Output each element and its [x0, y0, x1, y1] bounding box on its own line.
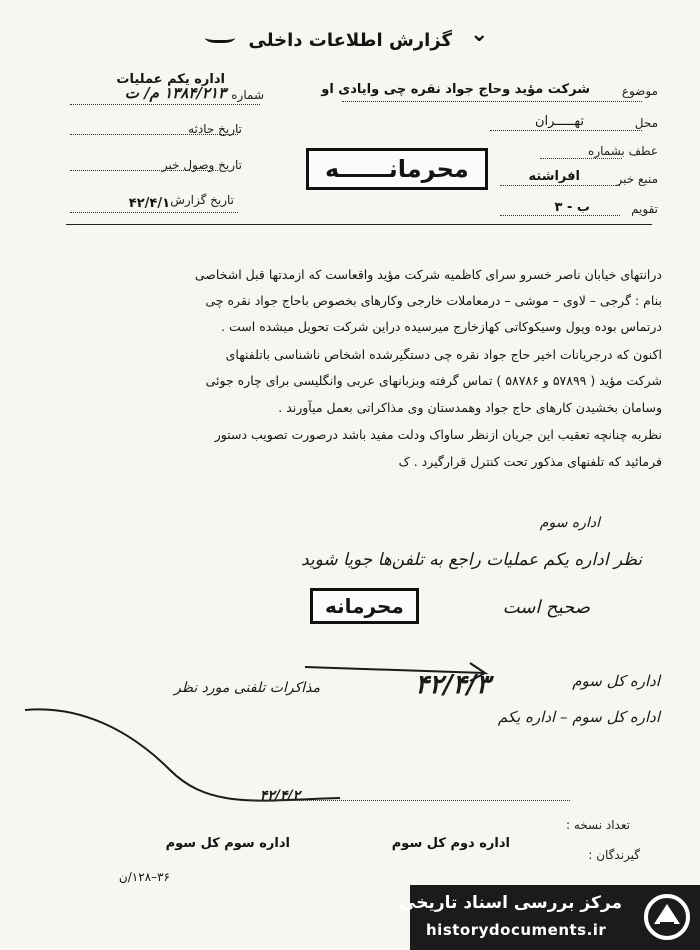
archive-code: ۳۶–۱۲۸/ن	[118, 870, 170, 884]
body-line-6: وسامان بخشیدن کارهای حاج جواد وهمدستان وی مذاکراتی بعمل میآورند .	[278, 400, 662, 415]
source-dotline	[500, 185, 620, 186]
header-divider	[66, 224, 652, 225]
report-date-dotline	[70, 212, 238, 213]
date-note-1: ۴۲/۴/۳	[415, 670, 490, 700]
subject-value: شرکت مؤید وحاج جواد نقره چی وایادی او	[321, 82, 590, 97]
report-date-label: تاریخ گزارش	[170, 193, 234, 207]
left-note: مذاکرات تلفنی مورد نظر	[174, 680, 320, 696]
recipients-label: گیرندگان :	[588, 848, 640, 862]
header-flourish-left	[205, 30, 235, 43]
department-label: اداره یکم عملیات	[116, 72, 225, 87]
archive-logo-icon	[642, 892, 692, 942]
handwritten-line-1: نظر اداره یکم عملیات راجع به تلفن‌ها جویا شوید	[300, 550, 642, 570]
body-line-7: نظربه چنانچه تعقیب این جریان ازنظر ساواک ودلت مفید باشد درصورت تصویب دستور	[214, 427, 662, 442]
incident-date-dotline	[70, 134, 238, 135]
receipt-date-label: تاریخ وصول خبر	[161, 158, 242, 172]
right-note-2: اداره کل سوم – اداره یکم	[497, 708, 660, 726]
body-line-1: درانتهای خیابان ناصر خسرو سرای کاظمیه شرکت مؤید واقعاست که ازمدتها قبل اشخاصی	[194, 267, 662, 282]
rating-value: ب - ۳	[554, 200, 590, 215]
curve-stroke	[20, 700, 350, 810]
body-line-8: فرمائید که تلفنهای مذکور تحت کنترل قرارگیرد . ک	[398, 454, 662, 469]
report-date-value: ۴۲/۴/۱	[128, 196, 170, 211]
number-label: شماره	[231, 88, 264, 102]
watermark-banner	[399, 885, 700, 950]
classification-stamp-2: محرمانه	[310, 588, 419, 624]
body-line-4: اکنون که درجریانات اخیر حاج جواد نقره چی دستگیرشده اشخاص ناشناسی باتلفنهای	[225, 347, 662, 362]
location-dotline	[490, 130, 642, 131]
source-label: منبع خبر	[616, 172, 658, 186]
report-title: گزارش اطلاعات داخلی	[248, 30, 452, 51]
copies-label: تعداد نسخه :	[565, 818, 630, 832]
recipient-1: اداره دوم کل سوم	[391, 836, 510, 851]
location-value: تهـــــران	[535, 114, 584, 129]
number-dotline	[70, 104, 260, 105]
recipient-2: اداره سوم کل سوم	[165, 836, 290, 851]
rating-label: تقویم	[631, 202, 658, 216]
incident-date-label: تاریخ حادثه	[188, 122, 242, 136]
admin-note: اداره سوم	[539, 515, 600, 531]
body-line-2: بنام : گرجی – لاوی – موشی – درمعاملات خارجی وکارهای بخصوص باحاج جواد نقره چی	[205, 293, 662, 308]
rating-dotline	[500, 215, 620, 216]
watermark-url: historydocuments.ir	[426, 921, 607, 939]
handwritten-line-2: صحیح است	[502, 597, 590, 618]
number-value: ۱۳۸۴/۲۱۳ م/ ت	[124, 84, 226, 102]
header-flourish-right: ⌄	[470, 22, 489, 47]
body-line-3: درتماس بوده وپول وسیکوکاتی کهازخارج میرسیده دراین شرکت تحویل میشده است .	[221, 319, 662, 334]
subject-dotline	[342, 101, 642, 102]
receipt-date-dotline	[70, 170, 218, 171]
reference-dotline	[540, 158, 622, 159]
bottom-date: ۴۲/۴/۲	[259, 788, 300, 804]
location-label: محل	[634, 116, 658, 130]
right-note-1: اداره کل سوم	[572, 672, 660, 690]
classification-stamp: محرمانــــــه	[306, 148, 488, 190]
watermark-title: مرکز بررسی اسناد تاریخی	[399, 893, 622, 913]
reference-label: عطف بشماره	[588, 144, 658, 158]
body-line-5: شرکت مؤید ( ۵۷۸۹۹ و ۵۸۷۸۶ ) تماس گرفته وبزبانهای عربی وانگلیسی برای چاره جوئی	[205, 373, 662, 388]
source-value: افراشته	[528, 169, 580, 184]
subject-label: موضوع	[621, 84, 658, 98]
